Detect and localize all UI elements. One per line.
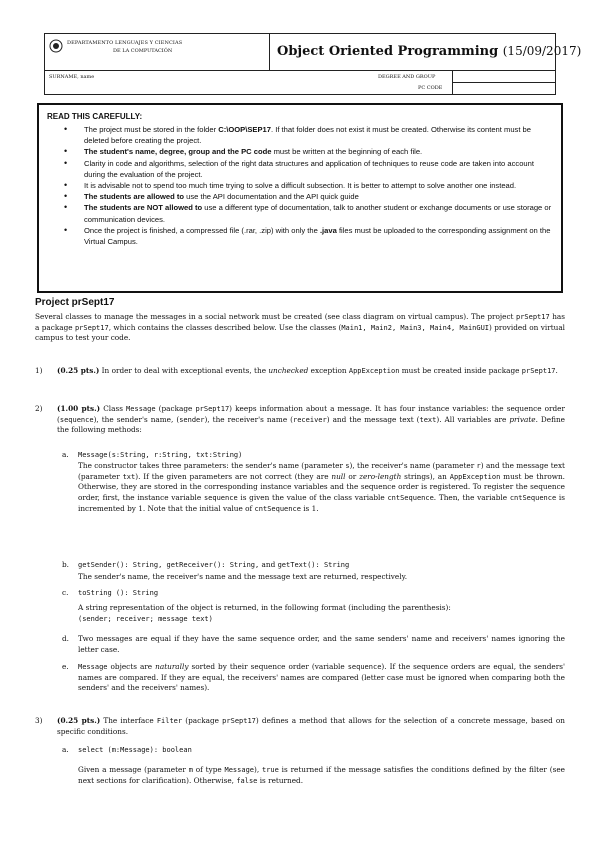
constructor-signature: Message(s:String, r:String, txt:String) (78, 451, 243, 459)
ordering-description: Message objects are naturally sorted by their sequence order (variable sequence). If the sequence orders are equal, the senders' names are compared. If they are equal, the receivers' names are compared (letter case must be ignored when comparing both the senders' and the receivers' names). (78, 662, 565, 693)
tostring-description: A string representation of the object is returned, in the following format (including the parenthesis): (78, 603, 451, 612)
question-3: (0.25 pts.) The interface Filter (package prSept17) defines a method that allows for the selection of a concrete message, based on specific conditions. (57, 716, 565, 736)
header-divider-3 (452, 82, 556, 83)
subitem-a-label: a. (62, 450, 69, 459)
subitem-e-label: e. (62, 662, 69, 671)
exam-title (277, 44, 581, 59)
question-2-number: 2) (35, 404, 43, 413)
instruction-item: • The student's name, degree, group and the PC code must be written at the beginning of each file. (84, 146, 554, 157)
instruction-item: • It is advisable not to spend too much time trying to solve a difficult subsection. It is better to attempt to solve another one instead. (84, 180, 554, 191)
exam-date: (15/09/2017) (502, 44, 582, 58)
university-logo-icon (49, 39, 63, 53)
constructor-description: The constructor takes three parameters: the sender's name (parameter s), the receiver's name (parameter r) and the message text (parameter txt). If the given parameters are not correct (they are null or zero-length strings), an AppException must be thrown. Otherwise, they are stored in the corresponding instance variables and the sequence order is registered. To register the sequence order, first, the instance variable sequence is given the value of the class variable cntSequence. Then, the variable cntSequence is incremented by 1. Note that the initial value of cntSequence is 1. (78, 461, 565, 513)
project-title: Project prSept17 (35, 297, 115, 308)
pc-code-label: PC CODE (418, 85, 443, 91)
select-signature: select (m:Message): boolean (78, 746, 192, 754)
subitem-b-label: b. (62, 560, 69, 569)
course-title: Object Oriented Programming (277, 44, 499, 59)
question-1: (0.25 pts.) In order to deal with exceptional events, the unchecked exception AppException must be created inside package prSept17. (57, 366, 558, 375)
instruction-item: • Clarity in code and algorithms, selection of the right data structures and application of techniques to reuse code are taken into account during the evaluation of the project. (84, 158, 554, 180)
instructions-heading: READ THIS CAREFULLY: (47, 112, 143, 121)
question-3-number: 3) (35, 716, 43, 725)
project-intro: Several classes to manage the messages in a social network must be created (see class diagram on virtual campus). The project prSept17 has a package prSept17, which contains the classes described below. Use the classes (Main1, Main2, Main3, Main4, MainGUI) provided on virtual campus to test your code. (35, 312, 566, 343)
getters-description: The sender's name, the receiver's name and the message text are returned, respectively. (78, 572, 408, 581)
equality-description: Two messages are equal if they have the same sequence order, and the same senders' name and receivers' names ignoring the letter case. (78, 634, 565, 654)
department-line1: DEPARTAMENTO LENGUAJES Y CIENCIAS (67, 40, 183, 46)
department-line2: DE LA COMPUTACIÓN (113, 48, 173, 54)
subitem-c-label: c. (62, 588, 69, 597)
instruction-item: • The project must be stored in the folder C:\OOP\SEP17. If that folder does not exist it must be created. Otherwise its content must be deleted before creating the project. (84, 124, 554, 146)
instruction-item: • The students are allowed to use the API documentation and the API quick guide (84, 191, 554, 202)
subitem-d-label: d. (62, 634, 69, 643)
degree-group-label: DEGREE AND GROUP (378, 74, 436, 80)
question-1-number: 1) (35, 366, 43, 375)
instructions-box (37, 103, 563, 293)
surname-label: SURNAME, name (49, 74, 95, 80)
tostring-signature: toString (): String (78, 589, 159, 597)
subitem-3a-label: a. (62, 745, 69, 754)
select-description: Given a message (parameter m of type Message), true is returned if the message satisfies the conditions defined by the filter (see next sections for clarification). Otherwise, false is returned. (78, 765, 565, 785)
question-2: (1.00 pts.) Class Message (package prSept17) keeps information about a message. It has four instance variables: the sequence order (sequence), the sender's name, (sender), the receiver's name (receiver) and the message text (text). All variables are private. Define the following methods: (57, 404, 565, 435)
header-divider (269, 34, 270, 70)
instruction-item: • Once the project is finished, a compressed file (.rar, .zip) with only the .java files must be uploaded to the corresponding assignment on the Virtual Campus. (84, 225, 554, 247)
exam-header (44, 33, 582, 95)
instruction-item: • The students are NOT allowed to use a different type of documentation, talk to another student or exchange documents or use storage or communication devices. (84, 202, 554, 224)
tostring-format: (sender; receiver; message text) (78, 615, 213, 623)
getters-signature: getSender(): String, getReceiver(): String, and getText(): String (78, 560, 350, 569)
instructions-list (47, 124, 554, 247)
